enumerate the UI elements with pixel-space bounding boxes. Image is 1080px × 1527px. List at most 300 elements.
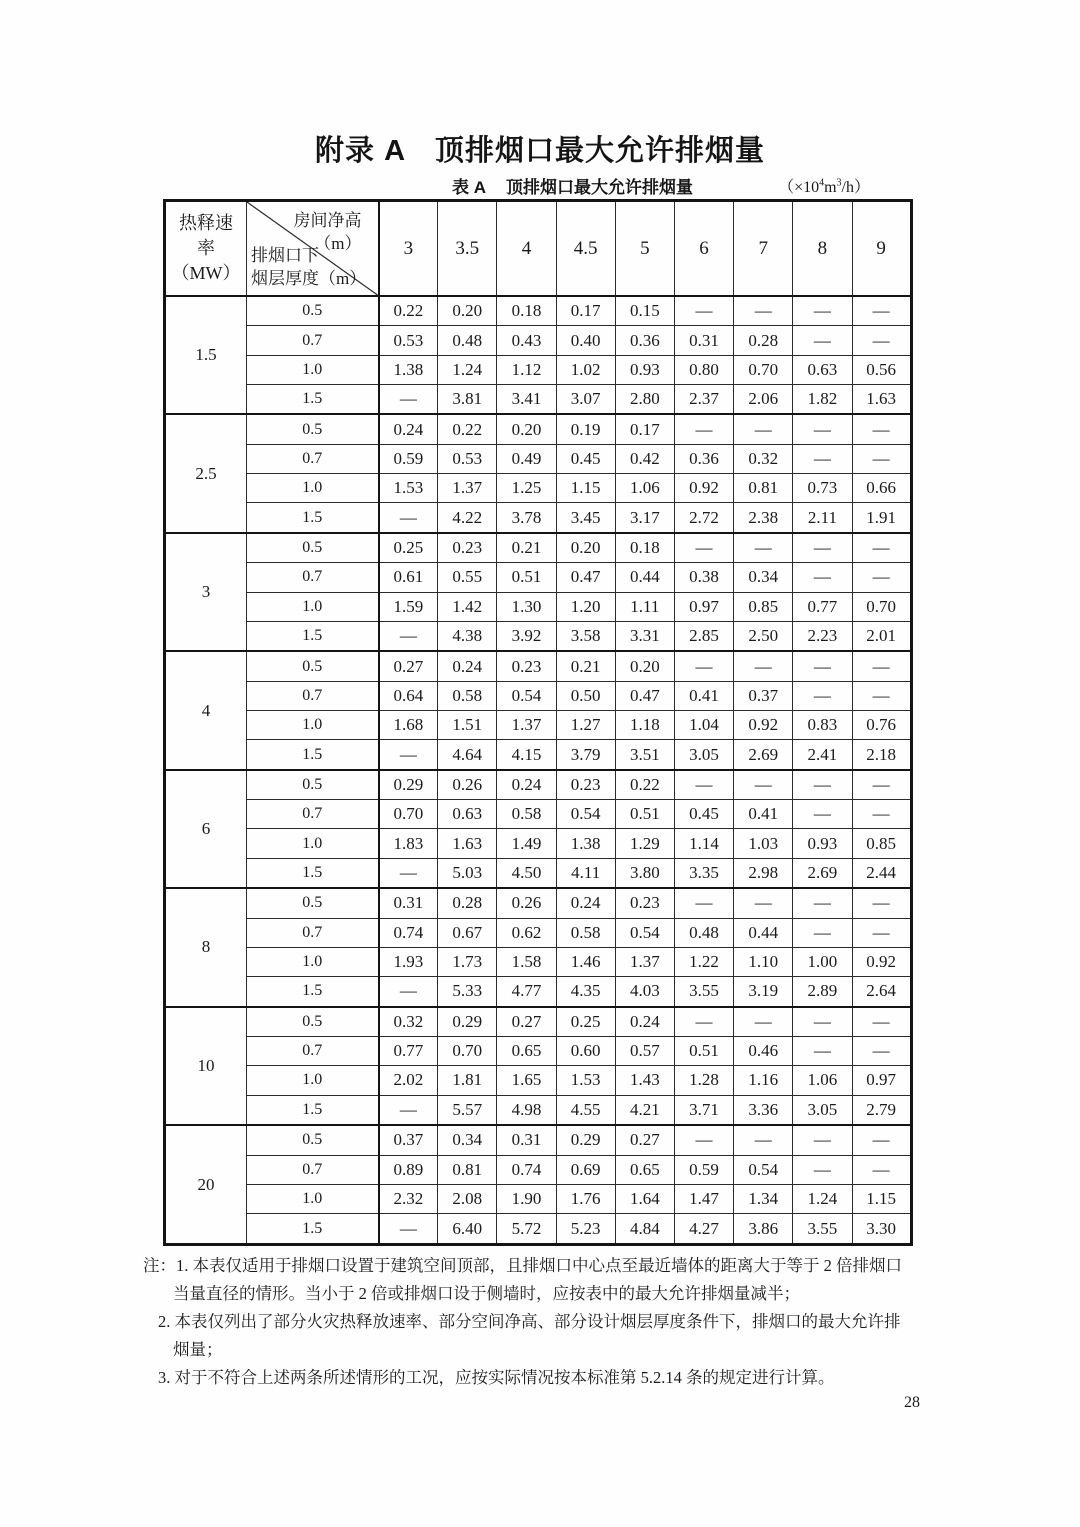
table-cell: 3.36 xyxy=(734,1095,793,1125)
table-cell: 0.22 xyxy=(615,770,674,800)
table-cell: — xyxy=(852,1155,911,1184)
table-cell: — xyxy=(793,800,852,829)
table-cell: 2.37 xyxy=(674,384,733,414)
table-cell: 0.32 xyxy=(379,1007,438,1037)
table-cell: 2.80 xyxy=(615,384,674,414)
table-cell: 0.54 xyxy=(556,800,615,829)
table-row xyxy=(165,326,912,355)
table-row xyxy=(165,1125,912,1155)
table-cell: 0.74 xyxy=(497,1155,556,1184)
table-cell: 0.21 xyxy=(497,533,556,563)
table-cell: 3.35 xyxy=(674,858,733,888)
table-cell: — xyxy=(674,651,733,681)
table-cell: 0.40 xyxy=(556,326,615,355)
table-cell: 0.23 xyxy=(497,651,556,681)
table-cell: 2.02 xyxy=(379,1066,438,1095)
heat-release-value: 4 xyxy=(165,651,247,769)
table-row xyxy=(165,1155,912,1184)
table-cell: 3.55 xyxy=(793,1214,852,1245)
table-cell: 0.70 xyxy=(379,800,438,829)
table-cell: 1.65 xyxy=(497,1066,556,1095)
table-cell: 3.51 xyxy=(615,740,674,770)
table-cell: 2.11 xyxy=(793,503,852,533)
table-cell: 2.79 xyxy=(852,1095,911,1125)
table-cell: 6.40 xyxy=(438,1214,497,1245)
table-cell: — xyxy=(852,1007,911,1037)
table-cell: 0.63 xyxy=(438,800,497,829)
table-cell: 0.97 xyxy=(852,1066,911,1095)
smoke-layer-thickness-value: 0.7 xyxy=(247,563,379,592)
table-cell: 0.18 xyxy=(497,296,556,326)
table-cell: 5.33 xyxy=(438,977,497,1007)
table-cell: 1.42 xyxy=(438,592,497,621)
table-row xyxy=(165,947,912,976)
table-cell: 0.65 xyxy=(615,1155,674,1184)
table-cell: — xyxy=(852,888,911,918)
table-cell: 1.37 xyxy=(497,711,556,740)
table-cell: 1.64 xyxy=(615,1184,674,1213)
table-cell: 4.38 xyxy=(438,621,497,651)
table-cell: 1.63 xyxy=(852,384,911,414)
table-row xyxy=(165,1007,912,1037)
table-row xyxy=(165,1095,912,1125)
table-cell: — xyxy=(852,918,911,947)
table-row xyxy=(165,444,912,473)
table-cell: 0.31 xyxy=(379,888,438,918)
table-cell: 0.57 xyxy=(615,1037,674,1066)
table-cell: 0.59 xyxy=(379,444,438,473)
note-line: 2. 本表仅列出了部分火灾热释放速率、部分空间净高、部分设计烟层厚度条件下，排烟口的最大允许排 xyxy=(158,1312,901,1331)
table-cell: 0.24 xyxy=(379,414,438,444)
table-cell: 4.21 xyxy=(615,1095,674,1125)
header-diagonal-cell xyxy=(247,201,379,297)
table-cell: 2.69 xyxy=(793,858,852,888)
table-cell: 0.27 xyxy=(497,1007,556,1037)
table-cell: 3.78 xyxy=(497,503,556,533)
table-cell: 3.55 xyxy=(674,977,733,1007)
table-cell: 1.46 xyxy=(556,947,615,976)
table-cell: 0.85 xyxy=(734,592,793,621)
table-cell: 2.64 xyxy=(852,977,911,1007)
table-row xyxy=(165,681,912,710)
table-cell: — xyxy=(852,414,911,444)
table-cell: 1.38 xyxy=(379,355,438,384)
table-cell: 3.92 xyxy=(497,621,556,651)
table-cell: — xyxy=(793,770,852,800)
table-cell: 0.20 xyxy=(615,651,674,681)
smoke-layer-thickness-value: 1.0 xyxy=(247,947,379,976)
smoke-layer-thickness-value: 0.7 xyxy=(247,681,379,710)
smoke-layer-label-line1: 排烟口下 xyxy=(251,246,319,265)
table-cell: 1.29 xyxy=(615,829,674,858)
table-cell: 0.58 xyxy=(497,800,556,829)
table-cell: 0.23 xyxy=(615,888,674,918)
table-cell: 1.58 xyxy=(497,947,556,976)
table-cell: 0.80 xyxy=(674,355,733,384)
table-cell: 0.41 xyxy=(734,800,793,829)
table-cell: 0.54 xyxy=(497,681,556,710)
table-cell: 5.23 xyxy=(556,1214,615,1245)
table-cell: 1.90 xyxy=(497,1184,556,1213)
table-cell: 0.69 xyxy=(556,1155,615,1184)
table-cell: 3.19 xyxy=(734,977,793,1007)
table-cell: — xyxy=(379,503,438,533)
smoke-layer-thickness-value: 1.0 xyxy=(247,592,379,621)
column-header-5: 5 xyxy=(615,201,674,297)
heat-release-label-line: 率 xyxy=(197,238,215,258)
smoke-layer-thickness-value: 1.5 xyxy=(247,384,379,414)
table-cell: 0.54 xyxy=(734,1155,793,1184)
table-cell: — xyxy=(852,1125,911,1155)
table-cell: — xyxy=(674,296,733,326)
table-cell: 3.86 xyxy=(734,1214,793,1245)
column-header-4: 4 xyxy=(497,201,556,297)
table-cell: 0.20 xyxy=(556,533,615,563)
table-cell: — xyxy=(852,1037,911,1066)
smoke-layer-thickness-value: 1.0 xyxy=(247,1184,379,1213)
table-cell: — xyxy=(793,444,852,473)
table-row xyxy=(165,740,912,770)
table-cell: 0.45 xyxy=(674,800,733,829)
table-cell: — xyxy=(852,563,911,592)
table-cell: 5.57 xyxy=(438,1095,497,1125)
table-row xyxy=(165,770,912,800)
table-cell: 1.02 xyxy=(556,355,615,384)
table-cell: — xyxy=(674,414,733,444)
table-caption-row xyxy=(163,173,910,197)
table-cell: 2.69 xyxy=(734,740,793,770)
table-cell: 0.24 xyxy=(615,1007,674,1037)
smoke-layer-thickness-value: 1.0 xyxy=(247,1066,379,1095)
table-cell: 1.03 xyxy=(734,829,793,858)
table-row xyxy=(165,918,912,947)
table-cell: — xyxy=(852,444,911,473)
column-header-3.5: 3.5 xyxy=(438,201,497,297)
table-cell: 0.17 xyxy=(615,414,674,444)
table-cell: 0.47 xyxy=(556,563,615,592)
table-row xyxy=(165,355,912,384)
smoke-layer-thickness-value: 1.0 xyxy=(247,711,379,740)
table-cell: — xyxy=(852,326,911,355)
table-cell: — xyxy=(793,651,852,681)
table-cell: 0.29 xyxy=(438,1007,497,1037)
table-cell: 2.32 xyxy=(379,1184,438,1213)
smoke-layer-thickness-value: 0.5 xyxy=(247,1125,379,1155)
table-row xyxy=(165,503,912,533)
smoke-layer-thickness-value: 0.5 xyxy=(247,888,379,918)
table-row xyxy=(165,1214,912,1245)
table-cell: 0.77 xyxy=(793,592,852,621)
table-cell: 1.12 xyxy=(497,355,556,384)
table-cell: — xyxy=(379,621,438,651)
table-cell: 1.93 xyxy=(379,947,438,976)
table-cell: 4.11 xyxy=(556,858,615,888)
table-cell: 0.92 xyxy=(674,474,733,503)
smoke-layer-thickness-value: 0.5 xyxy=(247,651,379,681)
table-cell: — xyxy=(674,1125,733,1155)
table-cell: 1.28 xyxy=(674,1066,733,1095)
table-cell: 0.51 xyxy=(615,800,674,829)
smoke-layer-thickness-value: 0.7 xyxy=(247,1155,379,1184)
table-cell: 1.24 xyxy=(793,1184,852,1213)
note-line: 3. 对于不符合上述两条所述情形的工况，应按实际情况按本标准第 5.2.14 条的规定进行计算。 xyxy=(158,1368,835,1387)
table-cell: 3.31 xyxy=(615,621,674,651)
smoke-layer-thickness-value: 0.7 xyxy=(247,800,379,829)
table-cell: 3.81 xyxy=(438,384,497,414)
smoke-layer-thickness-value: 1.5 xyxy=(247,503,379,533)
column-header-9: 9 xyxy=(852,201,911,297)
table-cell: 1.63 xyxy=(438,829,497,858)
table-cell: 1.15 xyxy=(852,1184,911,1213)
table-row xyxy=(165,651,912,681)
table-cell: 0.31 xyxy=(674,326,733,355)
header-heat-release-rate xyxy=(165,201,247,297)
table-cell: 0.27 xyxy=(615,1125,674,1155)
table-notes xyxy=(143,1252,902,1392)
unit-suffix: /h） xyxy=(841,179,870,196)
table-cell: 0.65 xyxy=(497,1037,556,1066)
table-cell: 0.53 xyxy=(438,444,497,473)
column-header-3: 3 xyxy=(379,201,438,297)
table-cell: 1.20 xyxy=(556,592,615,621)
table-row xyxy=(165,711,912,740)
table-cell: 3.45 xyxy=(556,503,615,533)
note-line: 注：1. 本表仅适用于排烟口设置于建筑空间顶部，且排烟口中心点至最近墙体的距离大于等于 2 倍排烟口 xyxy=(143,1256,902,1275)
table-cell: 0.64 xyxy=(379,681,438,710)
table-cell: 4.22 xyxy=(438,503,497,533)
table-cell: 2.08 xyxy=(438,1184,497,1213)
table-cell: 0.92 xyxy=(852,947,911,976)
heat-release-label-line: （MW） xyxy=(171,263,241,283)
table-cell: 1.83 xyxy=(379,829,438,858)
table-cell: 2.98 xyxy=(734,858,793,888)
table-cell: 1.06 xyxy=(615,474,674,503)
table-cell: 3.30 xyxy=(852,1214,911,1245)
table-cell: 2.50 xyxy=(734,621,793,651)
table-cell: 1.37 xyxy=(438,474,497,503)
smoke-layer-thickness-value: 1.5 xyxy=(247,1095,379,1125)
table-cell: — xyxy=(793,918,852,947)
smoke-layer-thickness-value: 1.0 xyxy=(247,474,379,503)
table-cell: 0.20 xyxy=(497,414,556,444)
table-cell: 0.70 xyxy=(734,355,793,384)
table-cell: 0.22 xyxy=(379,296,438,326)
table-cell: — xyxy=(734,414,793,444)
table-cell: — xyxy=(793,533,852,563)
smoke-exhaust-table xyxy=(163,199,913,1246)
page-title: 附录 A 顶排烟口最大允许排烟量 xyxy=(315,135,765,167)
unit-exponent-4: 4 xyxy=(819,177,825,189)
table-cell: 4.03 xyxy=(615,977,674,1007)
table-cell: 0.56 xyxy=(852,355,911,384)
table-cell: 0.44 xyxy=(615,563,674,592)
table-cell: 4.50 xyxy=(497,858,556,888)
table-cell: 1.82 xyxy=(793,384,852,414)
table-cell: 2.38 xyxy=(734,503,793,533)
table-row xyxy=(165,414,912,444)
table-cell: 1.43 xyxy=(615,1066,674,1095)
table-cell: 0.23 xyxy=(438,533,497,563)
table-cell: 3.80 xyxy=(615,858,674,888)
table-cell: 2.41 xyxy=(793,740,852,770)
table-cell: 0.43 xyxy=(497,326,556,355)
table-cell: 2.72 xyxy=(674,503,733,533)
table-cell: — xyxy=(852,770,911,800)
table-caption-title: 顶排烟口最大允许排烟量 xyxy=(506,178,693,197)
table-row xyxy=(165,888,912,918)
table-cell: 0.37 xyxy=(734,681,793,710)
heat-release-value: 10 xyxy=(165,1007,247,1125)
page-number: 28 xyxy=(904,1394,920,1411)
table-cell: 2.44 xyxy=(852,858,911,888)
table-cell: 1.00 xyxy=(793,947,852,976)
header-row xyxy=(165,201,912,297)
table-row xyxy=(165,621,912,651)
table-cell: 0.63 xyxy=(793,355,852,384)
table-cell: — xyxy=(379,977,438,1007)
table-cell: 2.01 xyxy=(852,621,911,651)
table-cell: 0.97 xyxy=(674,592,733,621)
table-row xyxy=(165,1184,912,1213)
column-header-6: 6 xyxy=(674,201,733,297)
table-cell: — xyxy=(379,1214,438,1245)
smoke-layer-thickness-value: 1.0 xyxy=(247,355,379,384)
table-cell: 2.85 xyxy=(674,621,733,651)
table-cell: 4.55 xyxy=(556,1095,615,1125)
table-cell: 0.54 xyxy=(615,918,674,947)
table-cell: — xyxy=(793,1155,852,1184)
table-cell: — xyxy=(674,533,733,563)
table-cell: — xyxy=(852,296,911,326)
table-cell: 0.73 xyxy=(793,474,852,503)
table-cell: 0.85 xyxy=(852,829,911,858)
table-cell: 1.04 xyxy=(674,711,733,740)
table-cell: 1.76 xyxy=(556,1184,615,1213)
table-cell: 0.28 xyxy=(438,888,497,918)
table-cell: — xyxy=(793,1007,852,1037)
table-cell: — xyxy=(674,888,733,918)
table-cell: 0.58 xyxy=(438,681,497,710)
table-cell: 4.98 xyxy=(497,1095,556,1125)
smoke-layer-thickness-value: 1.5 xyxy=(247,740,379,770)
table-cell: 0.24 xyxy=(438,651,497,681)
table-cell: 0.61 xyxy=(379,563,438,592)
smoke-layer-thickness-value: 0.7 xyxy=(247,444,379,473)
table-cell: 1.10 xyxy=(734,947,793,976)
table-cell: 1.59 xyxy=(379,592,438,621)
table-cell: 0.74 xyxy=(379,918,438,947)
table-row xyxy=(165,384,912,414)
note-line: 烟量； xyxy=(173,1340,223,1359)
table-cell: 0.44 xyxy=(734,918,793,947)
table-cell: 3.79 xyxy=(556,740,615,770)
table-cell: 0.46 xyxy=(734,1037,793,1066)
table-cell: — xyxy=(734,888,793,918)
table-cell: — xyxy=(793,296,852,326)
table-cell: 4.77 xyxy=(497,977,556,1007)
unit-prefix: （×10 xyxy=(778,179,820,196)
table-cell: 1.34 xyxy=(734,1184,793,1213)
table-cell: — xyxy=(379,858,438,888)
table-cell: 5.72 xyxy=(497,1214,556,1245)
table-cell: 1.38 xyxy=(556,829,615,858)
table-cell: 1.11 xyxy=(615,592,674,621)
table-cell: 3.05 xyxy=(674,740,733,770)
table-cell: 0.22 xyxy=(438,414,497,444)
table-cell: 3.41 xyxy=(497,384,556,414)
unit-exponent-3: 3 xyxy=(836,177,842,189)
header-smoke-layer-thickness xyxy=(251,244,366,290)
table-cell: 0.38 xyxy=(674,563,733,592)
table-cell: 0.93 xyxy=(615,355,674,384)
table-cell: 1.91 xyxy=(852,503,911,533)
table-cell: 0.58 xyxy=(556,918,615,947)
table-cell: 0.26 xyxy=(497,888,556,918)
table-cell: 0.21 xyxy=(556,651,615,681)
note-line: 当量直径的情形。当小于 2 倍或排烟口设于侧墙时，应按表中的最大允许排烟量减半； xyxy=(173,1284,800,1303)
heat-release-value: 2.5 xyxy=(165,414,247,532)
table-cell: 1.16 xyxy=(734,1066,793,1095)
smoke-layer-thickness-value: 1.5 xyxy=(247,858,379,888)
room-height-label: 房间净高 xyxy=(293,211,362,230)
table-cell: — xyxy=(734,1007,793,1037)
column-header-4.5: 4.5 xyxy=(556,201,615,297)
table-cell: 0.25 xyxy=(379,533,438,563)
table-cell: 3.58 xyxy=(556,621,615,651)
table-cell: 0.34 xyxy=(734,563,793,592)
heat-release-value: 1.5 xyxy=(165,296,247,414)
table-cell: 0.15 xyxy=(615,296,674,326)
smoke-layer-thickness-value: 0.7 xyxy=(247,326,379,355)
table-cell: — xyxy=(674,1007,733,1037)
smoke-layer-thickness-value: 0.5 xyxy=(247,296,379,326)
table-cell: — xyxy=(793,888,852,918)
table-cell: 0.93 xyxy=(793,829,852,858)
heat-release-value: 8 xyxy=(165,888,247,1006)
table-cell: 0.42 xyxy=(615,444,674,473)
table-cell: — xyxy=(379,384,438,414)
table-cell: 0.28 xyxy=(734,326,793,355)
table-cell: 0.32 xyxy=(734,444,793,473)
table-cell: 0.19 xyxy=(556,414,615,444)
table-cell: 3.07 xyxy=(556,384,615,414)
table-cell: 0.41 xyxy=(674,681,733,710)
table-cell: 0.70 xyxy=(852,592,911,621)
table-cell: 5.03 xyxy=(438,858,497,888)
table-cell: — xyxy=(793,1125,852,1155)
table-cell: 1.24 xyxy=(438,355,497,384)
smoke-layer-label-line2: 烟层厚度（m） xyxy=(251,269,367,288)
heat-release-value: 20 xyxy=(165,1125,247,1244)
table-cell: 2.23 xyxy=(793,621,852,651)
table-cell: 1.49 xyxy=(497,829,556,858)
smoke-layer-thickness-value: 0.5 xyxy=(247,414,379,444)
table-cell: 1.30 xyxy=(497,592,556,621)
table-row xyxy=(165,563,912,592)
table-cell: 3.17 xyxy=(615,503,674,533)
table-cell: 0.76 xyxy=(852,711,911,740)
table-cell: 4.15 xyxy=(497,740,556,770)
table-cell: 0.18 xyxy=(615,533,674,563)
table-cell: — xyxy=(852,681,911,710)
table-cell: 2.89 xyxy=(793,977,852,1007)
smoke-layer-thickness-value: 0.5 xyxy=(247,533,379,563)
table-row xyxy=(165,829,912,858)
table-cell: — xyxy=(793,414,852,444)
table-cell: 0.48 xyxy=(438,326,497,355)
table-cell: 0.48 xyxy=(674,918,733,947)
table-cell: 3.05 xyxy=(793,1095,852,1125)
